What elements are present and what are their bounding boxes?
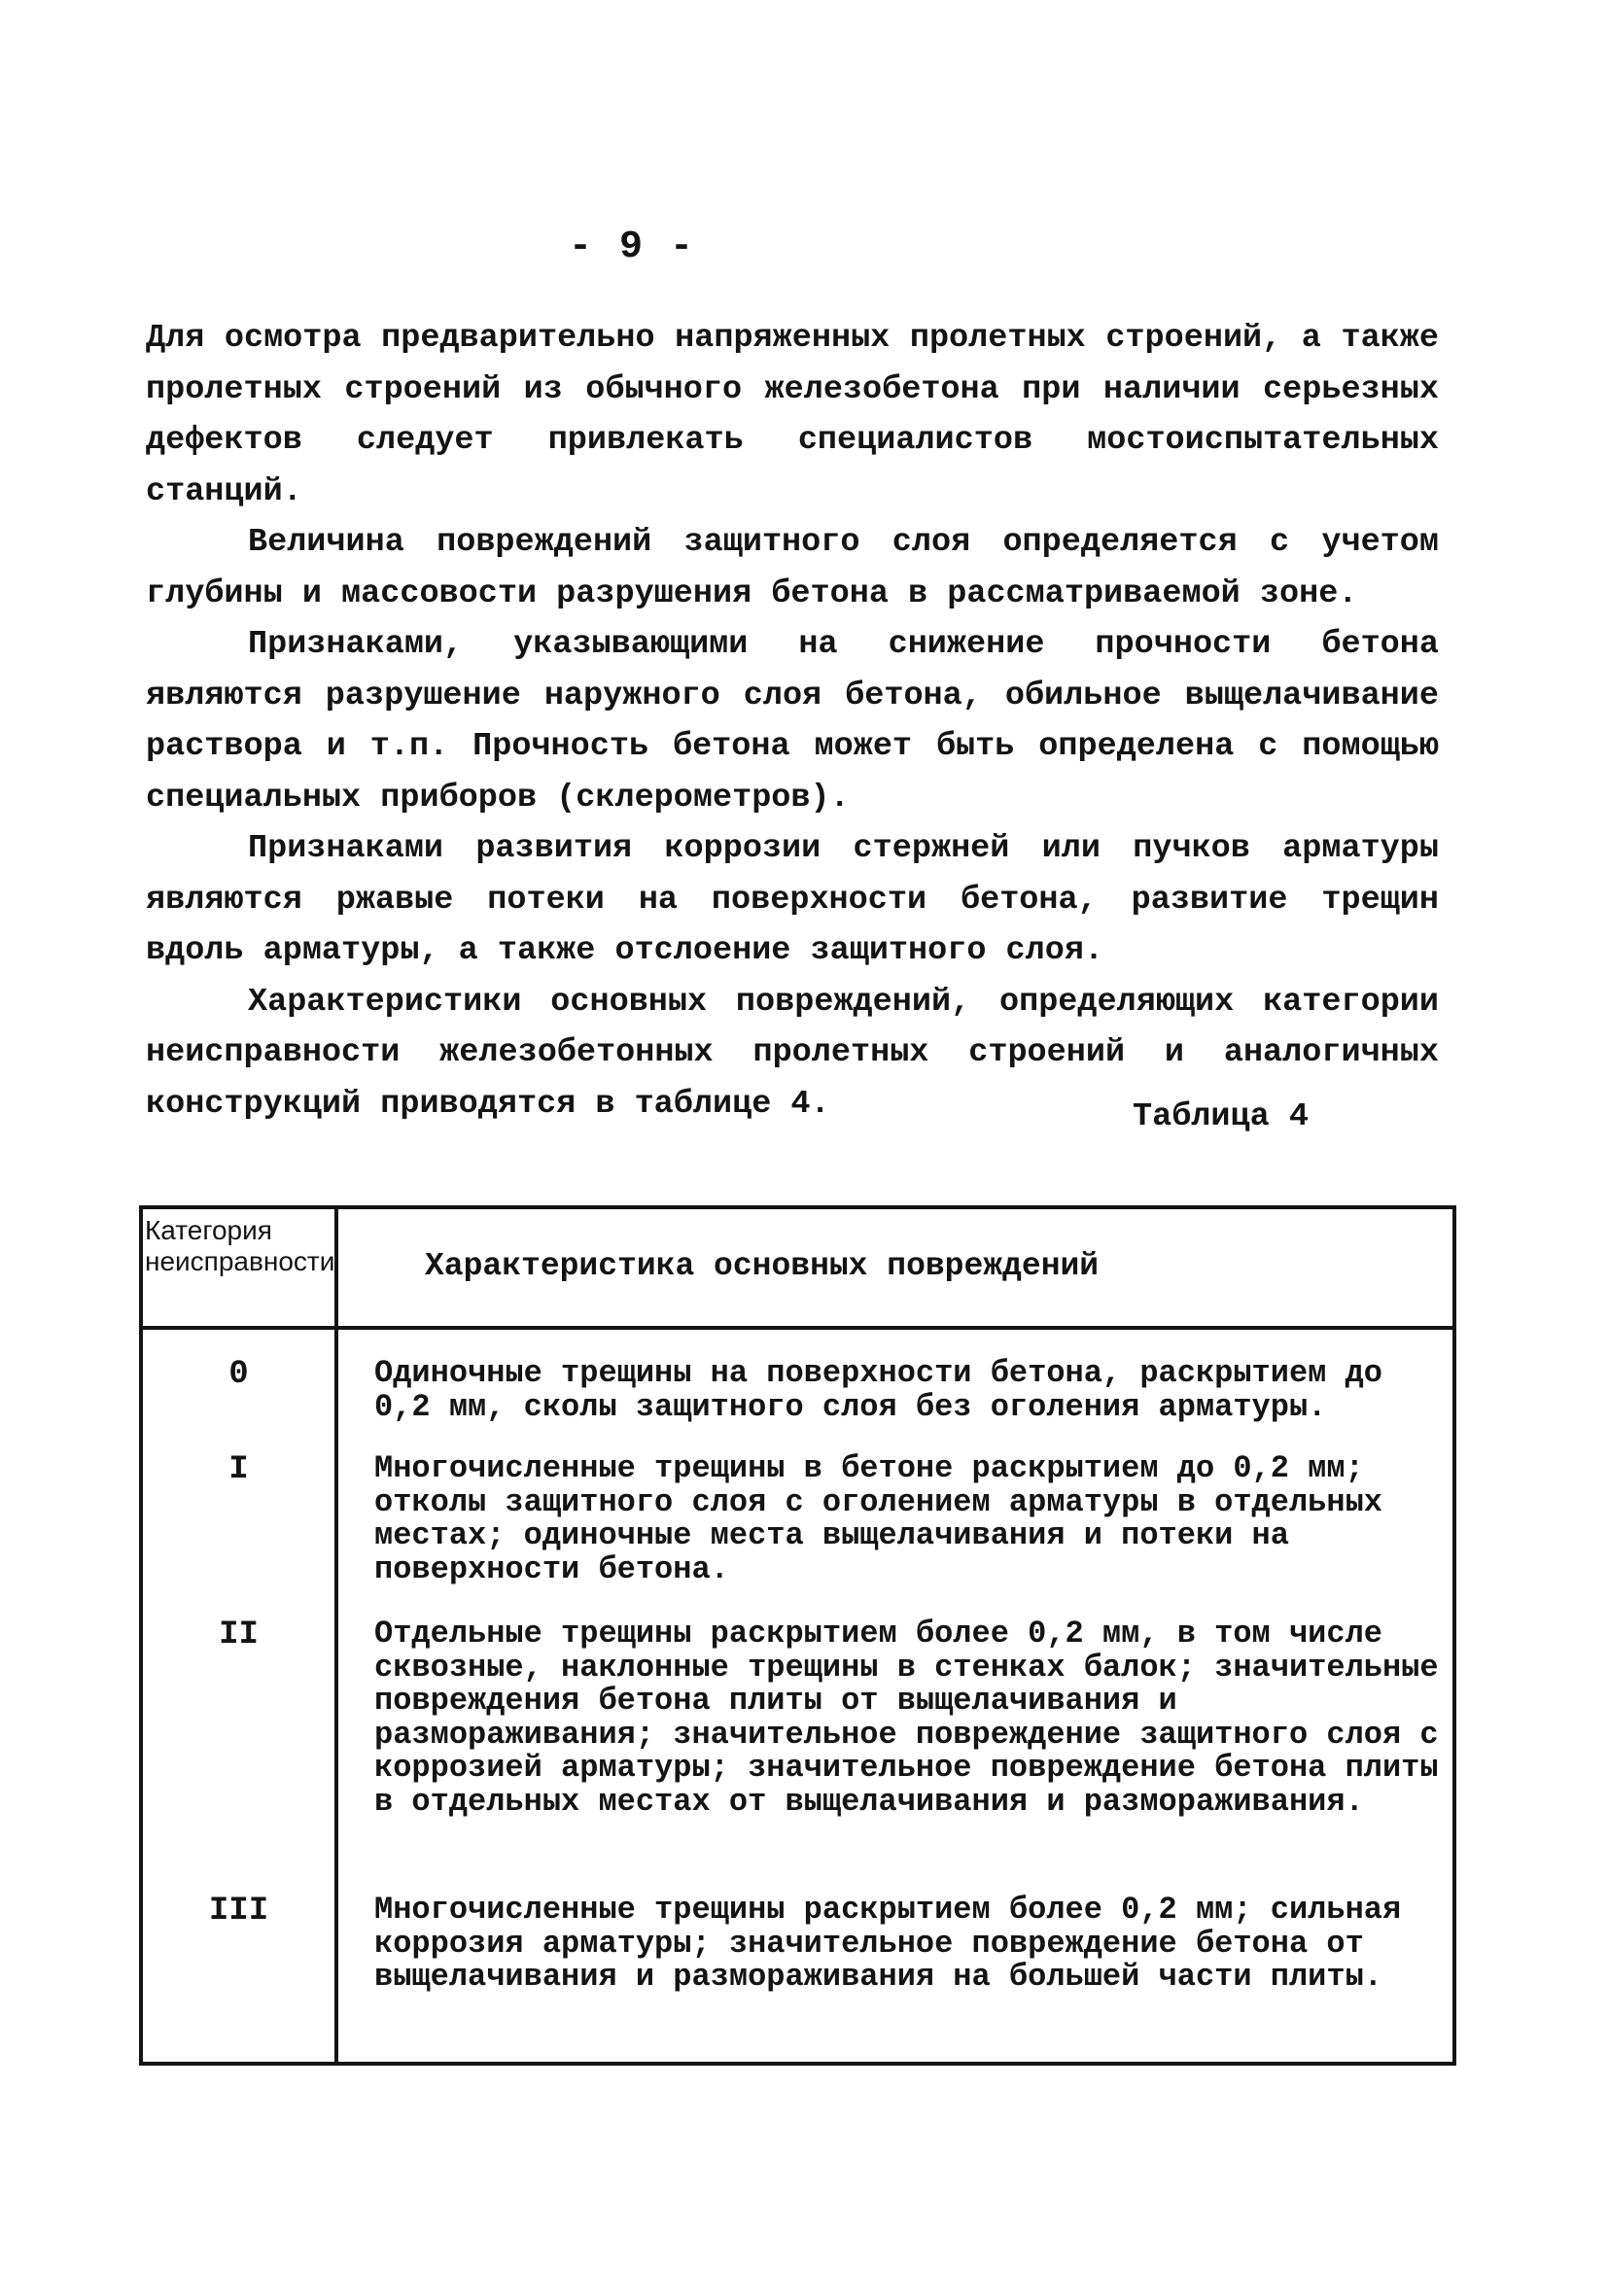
- table-caption: Таблица 4: [1133, 1098, 1309, 1135]
- paragraph-5: Характеристики основных повреждений, определяющих категории неисправности железобетонных пролетных строений и аналогичных конструкций приводятся в таблице 4.: [146, 983, 1439, 1123]
- row-description: Одиночные трещины на поверхности бетона, раскрытием до 0,2 мм, сколы защитного слоя без оголения арматуры.: [374, 1355, 1382, 1425]
- header-category: Категория неисправности: [145, 1215, 335, 1276]
- paragraph-1: Для осмотра предварительно напряженных пролетных строений, а также пролетных строений из обычного железобетона при наличии серьезных дефектов следует привлекать специалистов мостоиспытательных станций.: [146, 320, 1439, 510]
- header-characteristics: Характеристика основных повреждений: [425, 1248, 1100, 1284]
- row-category: III: [208, 1893, 269, 1930]
- row-category: I: [228, 1451, 249, 1488]
- paragraph-3: Признаками, указывающими на снижение прочности бетона являются разрушение наружного слоя бетона, обильное выщелачивание раствора и т.п. Прочность бетона может быть определена с помощью специальных приборов (склерометров).: [146, 626, 1439, 817]
- row-description: Многочисленные трещины раскрытием более 0,2 мм; сильная коррозия арматуры; значительное повреждение бетона от выщелачивания и размораживания на большей части плиты.: [374, 1892, 1402, 1995]
- damage-table: [139, 1205, 1456, 2066]
- row-category: 0: [228, 1356, 249, 1393]
- row-description: Многочисленные трещины в бетоне раскрытием до 0,2 мм; отколы защитного слоя с оголением арматуры в отдельных местах; одиночные места выщелачивания и потеки на поверхности бетона.: [374, 1450, 1382, 1587]
- paragraph-2: Величина повреждений защитного слоя определяется с учетом глубины и массовости разрушения бетона в рассматриваемой зоне.: [146, 524, 1439, 612]
- page-number: - 9 -: [568, 226, 696, 269]
- paragraph-4: Признаками развития коррозии стержней или пучков арматуры являются ржавые потеки на поверхности бетона, развитие трещин вдоль арматуры, а также отслоение защитного слоя.: [146, 830, 1439, 969]
- table-column-divider: [334, 1209, 338, 2062]
- row-category: II: [219, 1617, 259, 1653]
- table-header-divider: [143, 1326, 1452, 1330]
- body-text: [146, 313, 1439, 1130]
- row-description: Отдельные трещины раскрытием более 0,2 мм, в том числе сквозные, наклонные трещины в стенках балок; значительные повреждения бетона плиты от выщелачивания и размораживания; значительное повреждение защитного слоя с коррозией арматуры; значительное повреждение бетона плиты в отдельных местах от выщелачивания и размораживания.: [374, 1616, 1439, 1820]
